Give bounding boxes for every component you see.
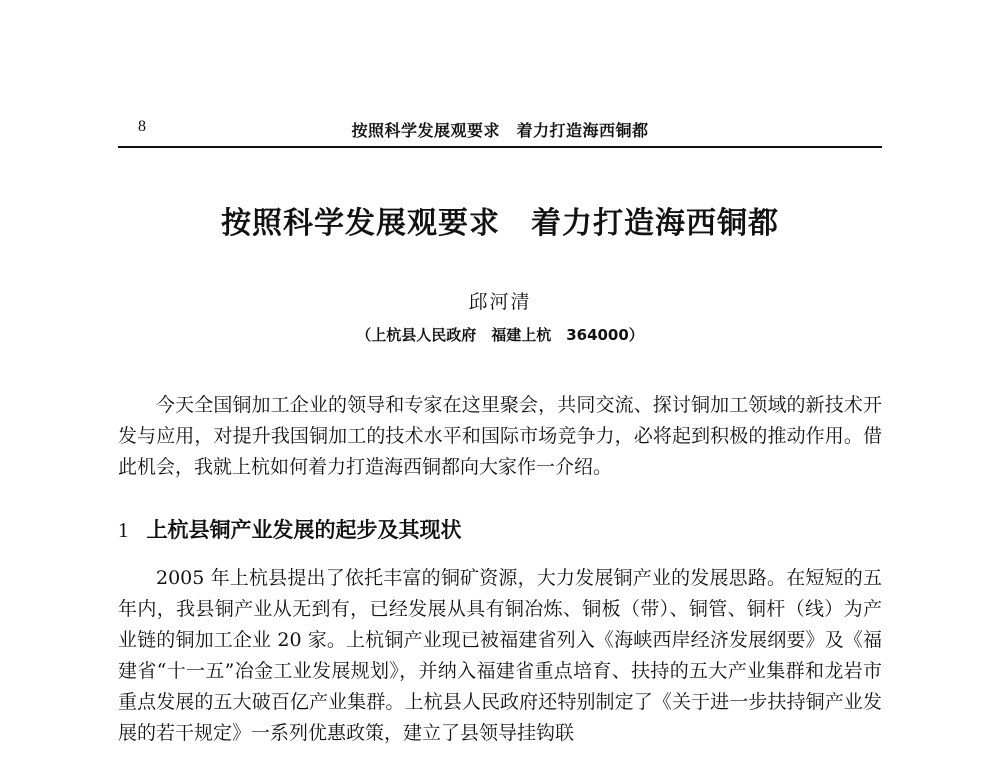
section-number: 1 [118,518,129,542]
running-title: 按照科学发展观要求 着力打造海西铜都 [351,121,649,140]
section-heading [118,514,462,544]
section-heading-text: 上杭县铜产业发展的起步及其现状 [146,518,462,542]
author-affiliation: （上杭县人民政府 福建上杭 364000） [356,326,644,344]
author-name: 邱河清 [468,291,532,313]
intro-paragraph: 今天全国铜加工企业的领导和专家在这里聚会，共同交流、探讨铜加工领域的新技术开发与应用，对提升我国铜加工的技术水平和国际市场竞争力，必将起到积极的推动作用。借此机会，我就上杭如何着力打造海西铜都向大家作一介绍。 [118,394,882,478]
running-header [118,118,882,148]
section-paragraph: 2005 年上杭县提出了依托丰富的铜矿资源，大力发展铜产业的发展思路。在短短的五年内，我县铜产业从无到有，已经发展从具有铜冶炼、铜板（带）、铜管、铜杆（线）为产业链的铜加工企业 20 家。上杭铜产业现已被福建省列入《海峡西岸经济发展纲要》及《福建省“十一五”冶金工业发展规划》，并纳入福建省重点培育、扶持的五大产业集群和龙岩市重点发展的五大破百亿产业集群。上杭县人民政府还特别制定了《关于进一步扶持铜产业发展的若干规定》一系列优惠政策，建立了县领导挂钩联 [118,567,882,744]
page-number: 8 [138,118,146,135]
article-title: 按照科学发展观要求 着力打造海西铜都 [221,206,779,241]
